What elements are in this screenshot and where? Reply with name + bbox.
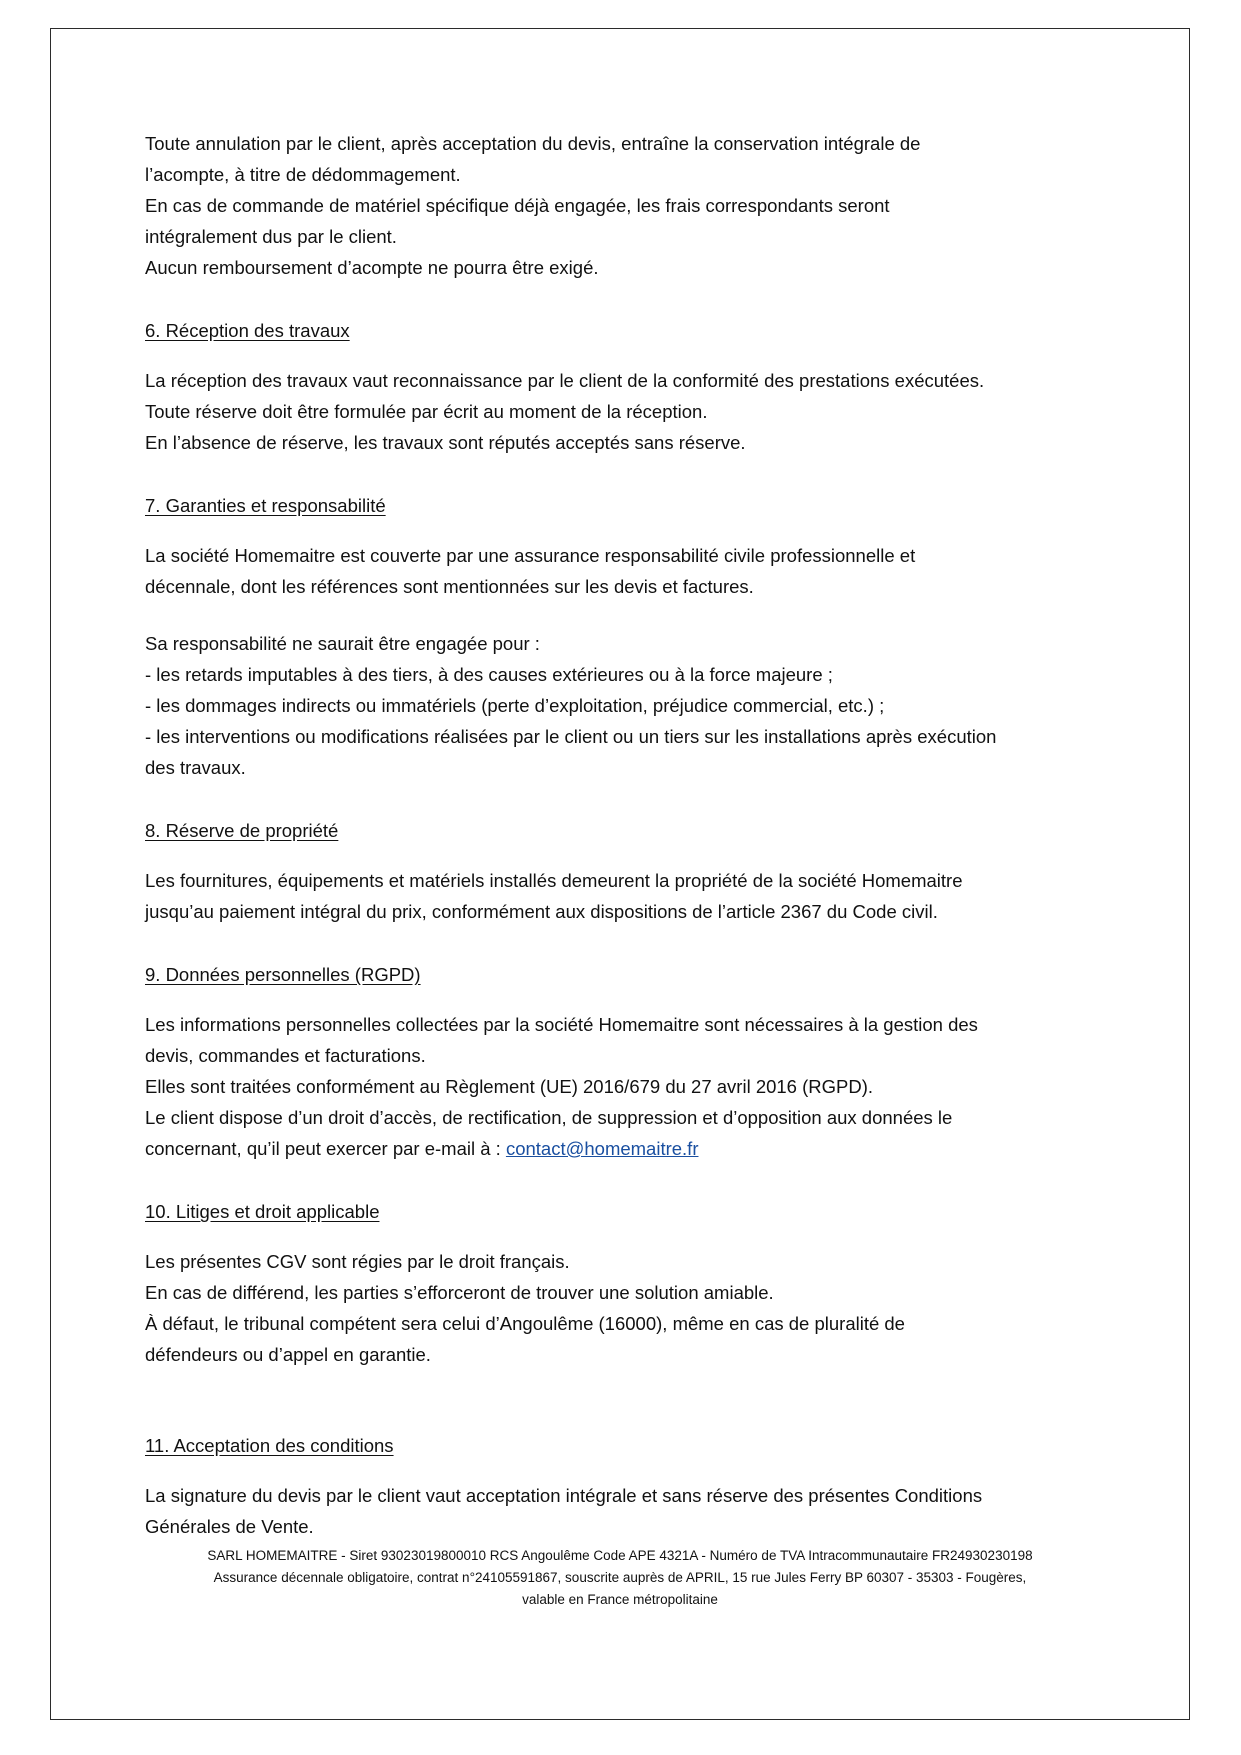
paragraph-line: Les fournitures, équipements et matériels installés demeurent la propriété de la société Homemaitre jusqu’au paiement intégral du prix, conformément aux dispositions de l’article 2367 du Code civil. <box>145 870 963 922</box>
page-footer <box>145 1545 1095 1611</box>
section-acceptation <box>145 1432 1000 1542</box>
section-heading-9: 9. Données personnelles (RGPD) <box>145 964 421 985</box>
paragraph-line: Aucun remboursement d’acompte ne pourra être exigé. <box>145 257 599 278</box>
section-heading-10: 10. Litiges et droit applicable <box>145 1201 380 1222</box>
contact-email-link[interactable]: contact@homemaitre.fr <box>505 1138 699 1159</box>
paragraph-text: Le client dispose d’un droit d’accès, de rectification, de suppression et d’opposition aux données le concernant, qu’il peut exercer par e-mail à : <box>145 1107 953 1159</box>
section-reserve-propriete <box>145 817 1000 927</box>
paragraph-line: En cas de différend, les parties s’efforceront de trouver une solution amiable. <box>145 1282 774 1303</box>
list-item: - les dommages indirects ou immatériels (perte d’exploitation, préjudice commercial, etc.) ; <box>145 695 885 716</box>
section-donnees-personnelles <box>145 961 1000 1164</box>
paragraph-line: À défaut, le tribunal compétent sera celui d’Angoulême (16000), même en cas de pluralité de défendeurs ou d’appel en garantie. <box>145 1313 905 1365</box>
paragraph-line: Sa responsabilité ne saurait être engagée pour : <box>145 633 540 654</box>
footer-line-insurance: Assurance décennale obligatoire, contrat n°24105591867, souscrite auprès de APRIL, 15 rue Jules Ferry BP 60307 - 35303 - Fougères, <box>213 1570 1027 1585</box>
paragraph-line: La signature du devis par le client vaut acceptation intégrale et sans réserve des présentes Conditions Générales de Vente. <box>145 1485 983 1537</box>
section-cancellation <box>145 128 1000 283</box>
section-heading-6: 6. Réception des travaux <box>145 320 350 341</box>
document-content <box>145 128 1000 1568</box>
paragraph-line: Elles sont traitées conformément au Règlement (UE) 2016/679 du 27 avril 2016 (RGPD). <box>145 1076 874 1097</box>
paragraph-line: Les informations personnelles collectées par la société Homemaitre sont nécessaires à la gestion des devis, commandes et facturations. <box>145 1014 978 1066</box>
section-garanties-responsabilite <box>145 492 1000 783</box>
paragraph-line: En l’absence de réserve, les travaux sont réputés acceptés sans réserve. <box>145 432 746 453</box>
section-heading-8: 8. Réserve de propriété <box>145 820 339 841</box>
paragraph-line: La société Homemaitre est couverte par une assurance responsabilité civile professionnelle et décennale, dont les références sont mentionnées sur les devis et factures. <box>145 545 916 597</box>
paragraph-line: Toute annulation par le client, après acceptation du devis, entraîne la conservation intégrale de l’acompte, à titre de dédommagement. <box>145 133 921 185</box>
paragraph-line: Les présentes CGV sont régies par le droit français. <box>145 1251 570 1272</box>
paragraph-line: La réception des travaux vaut reconnaissance par le client de la conformité des prestations exécutées. <box>145 370 985 391</box>
paragraph-with-email <box>145 1102 1000 1164</box>
paragraph-line: En cas de commande de matériel spécifique déjà engagée, les frais correspondants seront intégralement dus par le client. <box>145 195 890 247</box>
section-litiges <box>145 1198 1000 1370</box>
footer-line-company: SARL HOMEMAITRE - Siret 93023019800010 RCS Angoulême Code APE 4321A - Numéro de TVA Intracommunautaire FR24930230198 <box>207 1548 1033 1563</box>
section-heading-7: 7. Garanties et responsabilité <box>145 495 386 516</box>
section-reception-travaux <box>145 317 1000 458</box>
list-item: - les retards imputables à des tiers, à des causes extérieures ou à la force majeure ; <box>145 664 833 685</box>
list-item: - les interventions ou modifications réalisées par le client ou un tiers sur les installations après exécution des travaux. <box>145 726 997 778</box>
paragraph-line: Toute réserve doit être formulée par écrit au moment de la réception. <box>145 401 708 422</box>
footer-line-validity: valable en France métropolitaine <box>522 1592 718 1607</box>
section-heading-11: 11. Acceptation des conditions <box>145 1435 394 1456</box>
